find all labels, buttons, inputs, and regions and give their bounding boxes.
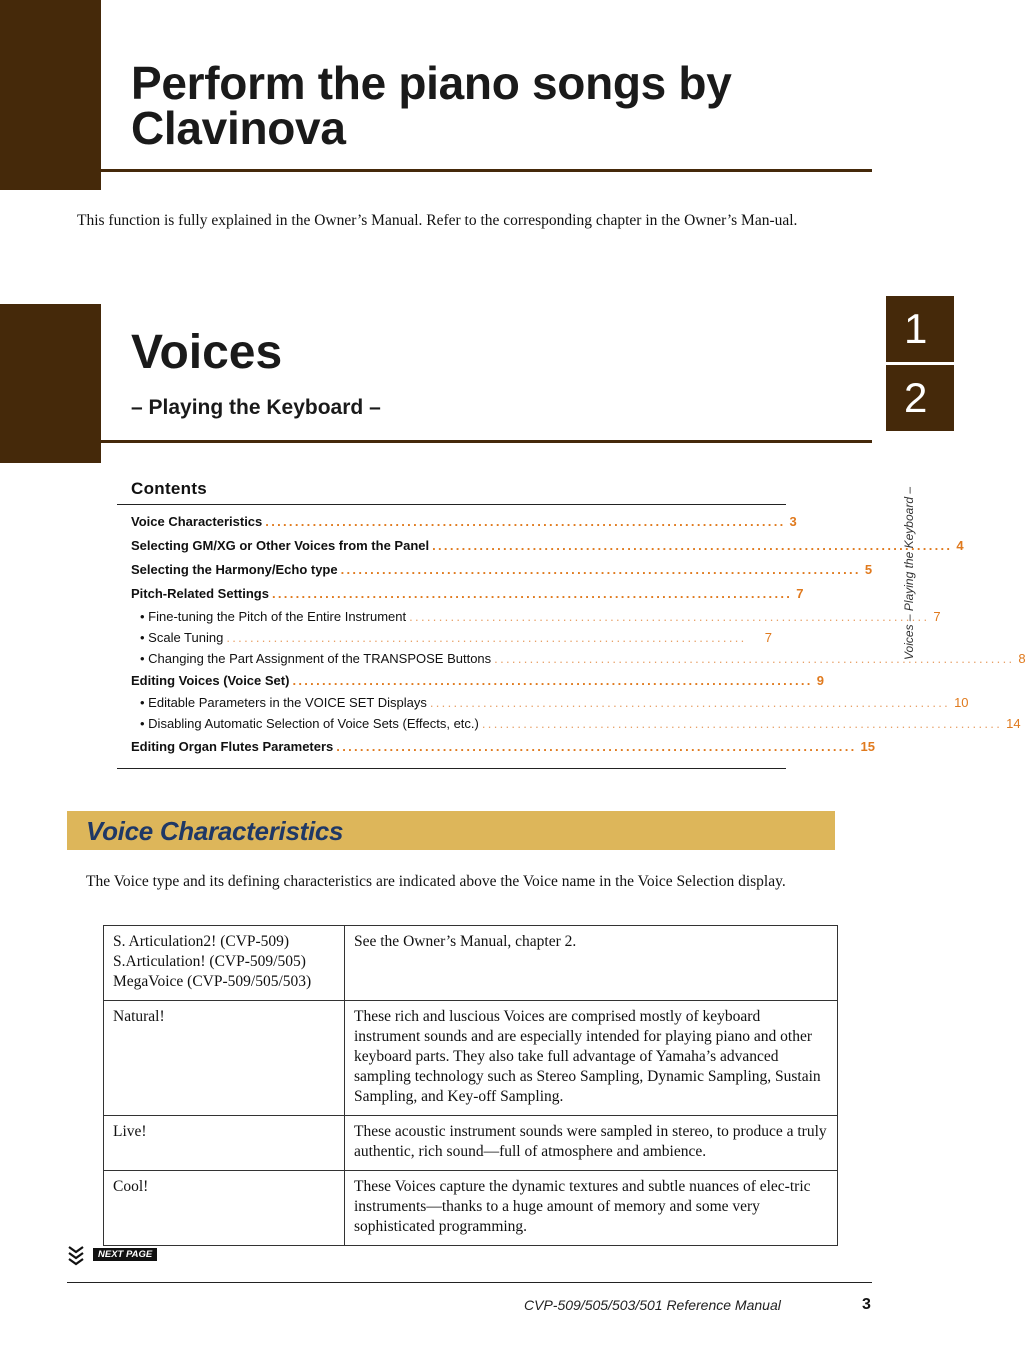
toc-entry[interactable] <box>131 695 969 710</box>
section-heading-bar <box>67 811 835 850</box>
header-rule <box>0 169 872 172</box>
page-title-line2: Clavinova <box>131 102 346 154</box>
toc-entry-label: • Scale Tuning <box>140 630 224 645</box>
toc-leader: ........................................................................................ <box>265 514 786 529</box>
table-row <box>104 1171 838 1246</box>
footer-rule <box>67 1282 872 1283</box>
next-page-arrow-icon <box>68 1246 86 1266</box>
toc-entry[interactable] <box>131 673 824 688</box>
chapter-rule <box>0 440 872 443</box>
side-running-label: Voices – Playing the Keyboard – <box>902 487 916 660</box>
toc-entry-page: 10 <box>954 695 969 710</box>
toc-entry-page: 4 <box>956 538 964 553</box>
toc-leader: ........................................................................................ <box>336 739 857 754</box>
toc-entry-page: 7 <box>796 586 804 601</box>
voice-type-name: Live! <box>113 1123 147 1140</box>
contents-bottom-rule <box>117 768 786 769</box>
chapter-subtitle: – Playing the Keyboard – <box>131 396 381 419</box>
voice-type-name: S.Articulation! (CVP-509/505) <box>113 953 306 970</box>
section-title: Voice Characteristics <box>86 816 344 846</box>
toc-entry[interactable] <box>131 609 941 624</box>
toc-entry[interactable] <box>131 538 964 553</box>
voice-type-name: S. Articulation2! (CVP-509) <box>113 933 290 950</box>
toc-leader: ........................................................................................ <box>226 630 747 645</box>
table-row <box>104 1116 838 1171</box>
toc-entry-page: 7 <box>764 630 772 645</box>
toc-entry[interactable] <box>131 716 1021 731</box>
toc-entry-label: • Changing the Part Assignment of the TRANSPOSE Buttons <box>140 651 492 666</box>
table-row <box>104 1001 838 1116</box>
toc-entry[interactable] <box>131 630 772 645</box>
toc-entry-page: 15 <box>860 739 875 754</box>
contents-heading: Contents <box>131 479 208 498</box>
toc-entry[interactable] <box>131 562 873 577</box>
toc-entry-label: Pitch-Related Settings <box>131 586 269 601</box>
toc-leader: ........................................................................................ <box>340 562 861 577</box>
toc-leader: ........................................................................................ <box>271 586 793 601</box>
footer-page-number: 3 <box>862 1296 871 1313</box>
toc-entry[interactable] <box>131 586 804 601</box>
header-color-block <box>0 0 101 190</box>
voice-type-description: These rich and luscious Voices are comprised mostly of keyboard instrument sounds and are especially intended for playing piano and other keyboard parts. They also take full advantage of Yamaha’s advanced sampling technology such as Stereo Sampling, Dynamic Sampling, Sustain Sampling, and Key-off Sampling. <box>345 1001 838 1116</box>
toc-entry-label: Editing Voices (Voice Set) <box>131 673 290 688</box>
voice-type-name: Natural! <box>113 1008 165 1025</box>
page-title <box>131 57 732 154</box>
toc-leader: ........................................................................................ <box>429 695 951 710</box>
toc-entry-label: Selecting GM/XG or Other Voices from the Panel <box>131 538 430 553</box>
table-row <box>104 926 838 1001</box>
toc-entry[interactable] <box>131 739 875 754</box>
toc-entry-label: Selecting the Harmony/Echo type <box>131 562 338 577</box>
footer-manual-name: CVP-509/505/503/501 Reference Manual <box>524 1297 781 1313</box>
intro-paragraph: This function is fully explained in the Owner’s Manual. Refer to the corresponding chapter in the Owner’s Man-ual. <box>77 212 798 229</box>
page-title-line1: Perform the piano songs by <box>131 57 732 109</box>
voice-type-name: Cool! <box>113 1178 149 1195</box>
voice-type-description: These acoustic instrument sounds were sampled in stereo, to produce a truly authentic, rich sound—full of atmosphere and ambience. <box>345 1116 838 1171</box>
voice-type-cell <box>104 1001 345 1116</box>
voice-type-cell <box>104 1171 345 1246</box>
toc-entry[interactable] <box>131 514 797 529</box>
toc-entry-label: • Disabling Automatic Selection of Voice Sets (Effects, etc.) <box>140 716 479 731</box>
toc-entry-page: 5 <box>864 562 873 577</box>
toc-entry-label: • Editable Parameters in the VOICE SET Displays <box>140 695 427 710</box>
chapter-tab-2[interactable]: 2 <box>886 365 954 431</box>
contents-top-rule <box>117 504 786 505</box>
voice-type-cell <box>104 926 345 1001</box>
toc-entry-label: Editing Organ Flutes Parameters <box>131 739 334 754</box>
toc-entry[interactable] <box>131 651 1026 666</box>
toc-leader: ........................................................................................ <box>481 716 1003 731</box>
toc-leader: ........................................................................................ <box>409 609 930 624</box>
voice-type-cell <box>104 1116 345 1171</box>
voice-type-description: See the Owner’s Manual, chapter 2. <box>345 926 838 1001</box>
toc-leader: ........................................................................................ <box>432 538 953 553</box>
section-intro: The Voice type and its defining characteristics are indicated above the Voice name in the Voice Selection display. <box>86 873 786 890</box>
toc-entry-page: 9 <box>816 673 824 688</box>
toc-leader: ........................................................................................ <box>292 673 813 688</box>
toc-leader: ........................................................................................ <box>494 651 1015 666</box>
next-page-label: NEXT PAGE <box>93 1248 157 1261</box>
toc-entry-label: Voice Characteristics <box>131 514 263 529</box>
toc-entry-page: 14 <box>1006 716 1021 731</box>
toc-entry-page: 3 <box>789 514 797 529</box>
toc-entry-page: 7 <box>933 609 941 624</box>
chapter-title: Voices <box>131 326 283 379</box>
toc-entry-label: • Fine-tuning the Pitch of the Entire Instrument <box>140 609 407 624</box>
voice-type-description: These Voices capture the dynamic textures and subtle nuances of elec-tric instruments—thanks to a huge amount of memory and some very sophisticated programming. <box>345 1171 838 1246</box>
voice-type-table <box>103 925 838 1246</box>
chapter-tab-1[interactable]: 1 <box>886 296 954 362</box>
voice-type-name: MegaVoice (CVP-509/505/503) <box>113 973 312 990</box>
toc-entry-page: 8 <box>1018 651 1026 666</box>
